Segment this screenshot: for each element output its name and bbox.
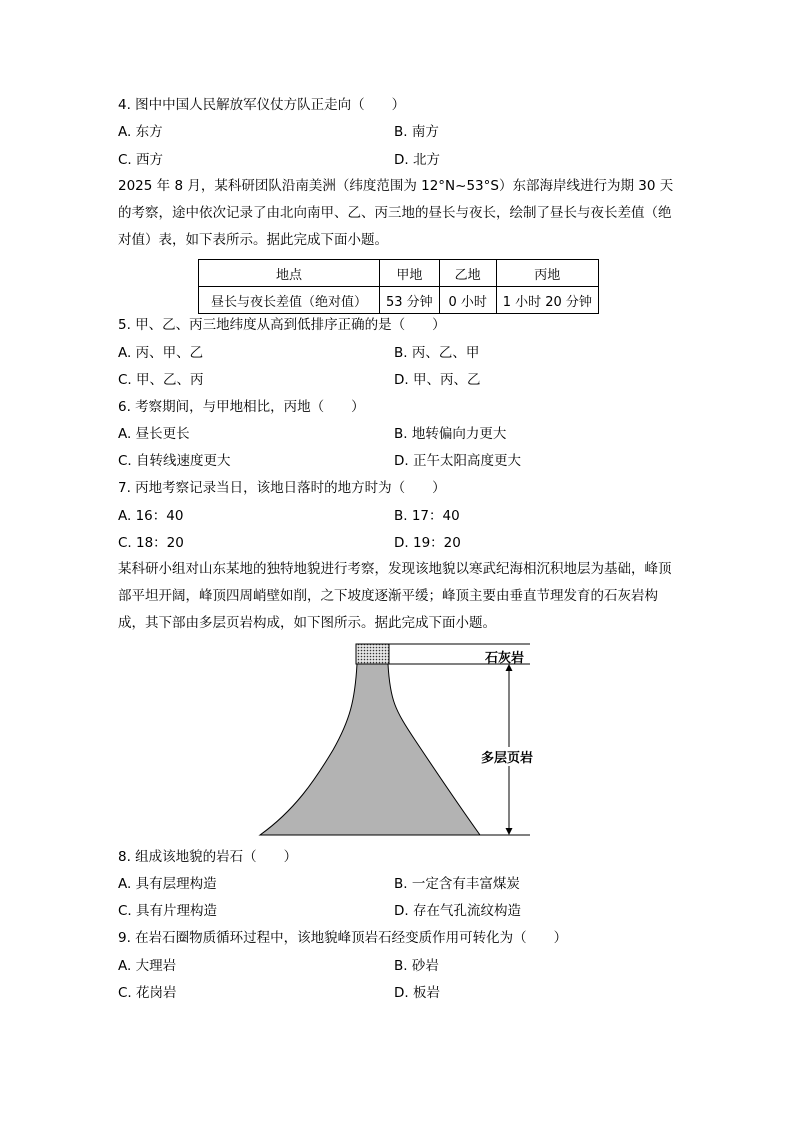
- question-4-option-b: B. 南方: [394, 124, 439, 140]
- day-night-difference-table: [198, 259, 599, 314]
- table-cell: 53 分钟: [380, 287, 440, 314]
- table-header-cell: 地点: [199, 260, 380, 287]
- question-6-stem: 6. 考察期间，与甲地相比，丙地（ ）: [118, 399, 365, 415]
- question-4-option-c: C. 西方: [118, 152, 164, 168]
- question-9-option-a: A. 大理岩: [118, 958, 177, 974]
- landform-figure: [255, 640, 545, 844]
- question-8-option-a: A. 具有层理构造: [118, 876, 217, 892]
- question-9-stem: 9. 在岩石圈物质循环过程中，该地貌峰顶岩石经变质作用可转化为（ ）: [118, 930, 568, 946]
- table-header-cell: 乙地: [439, 260, 496, 287]
- question-6-option-c: C. 自转线速度更大: [118, 453, 231, 469]
- question-9-option-b: B. 砂岩: [394, 958, 439, 974]
- table-header-row: [199, 260, 599, 287]
- table-cell: 1 小时 20 分钟: [496, 287, 598, 314]
- question-9-option-d: D. 板岩: [394, 985, 440, 1001]
- question-5-option-a: A. 丙、甲、乙: [118, 345, 204, 361]
- table-cell: 昼长与夜长差值（绝对值）: [199, 287, 380, 314]
- question-5-option-c: C. 甲、乙、丙: [118, 372, 204, 388]
- table-cell: 0 小时: [439, 287, 496, 314]
- landform-diagram: [255, 640, 545, 840]
- limestone-label: 石灰岩: [485, 651, 525, 666]
- question-8-option-c: C. 具有片理构造: [118, 903, 218, 919]
- question-8-option-b: B. 一定含有丰富煤炭: [394, 876, 520, 892]
- shale-label: 多层页岩: [479, 747, 535, 766]
- question-7-stem: 7. 丙地考察记录当日，该地日落时的地方时为（ ）: [118, 480, 446, 496]
- intro-paragraph-1: 2025 年 8 月，某科研团队沿南美洲（纬度范围为 12°N~53°S）东部海岸线进行为期 30 天的考察，途中依次记录了由北向南甲、乙、丙三地的昼长与夜长，绘制了昼长与夜长差值（绝对值）表，如下表所示。据此完成下面小题。: [118, 178, 674, 248]
- question-6-option-a: A. 昼长更长: [118, 426, 190, 442]
- question-6-option-d: D. 正午太阳高度更大: [394, 453, 521, 469]
- question-8-stem: 8. 组成该地貌的岩石（ ）: [118, 849, 298, 865]
- question-4-option-a: A. 东方: [118, 124, 163, 140]
- question-7-option-c: C. 18：20: [118, 535, 184, 551]
- question-5-option-d: D. 甲、丙、乙: [394, 372, 481, 388]
- table-header-cell: 甲地: [380, 260, 440, 287]
- question-6-option-b: B. 地转偏向力更大: [394, 426, 507, 442]
- question-5-option-b: B. 丙、乙、甲: [394, 345, 480, 361]
- question-7-option-d: D. 19：20: [394, 535, 461, 551]
- question-4-option-d: D. 北方: [394, 152, 440, 168]
- question-7-option-b: B. 17：40: [394, 508, 460, 524]
- limestone-cap-shape: [356, 644, 389, 664]
- table-header-cell: 丙地: [496, 260, 598, 287]
- table-row: [199, 287, 599, 314]
- question-8-option-d: D. 存在气孔流纹构造: [394, 903, 521, 919]
- question-7-option-a: A. 16：40: [118, 508, 184, 524]
- shale-mountain-shape: [260, 664, 480, 835]
- question-5-stem: 5. 甲、乙、丙三地纬度从高到低排序正确的是（ ）: [118, 317, 446, 333]
- question-9-option-c: C. 花岗岩: [118, 985, 177, 1001]
- question-4-stem: 4. 图中中国人民解放军仪仗方队正走向（ ）: [118, 97, 406, 113]
- intro-paragraph-2: 某科研小组对山东某地的独特地貌进行考察，发现该地貌以寒武纪海相沉积地层为基础，峰顶部平坦开阔，峰顶四周峭壁如削，之下坡度逐渐平缓；峰顶主要由垂直节理发育的石灰岩构成，其下部由多层页岩构成，如下图所示。据此完成下面小题。: [118, 561, 672, 631]
